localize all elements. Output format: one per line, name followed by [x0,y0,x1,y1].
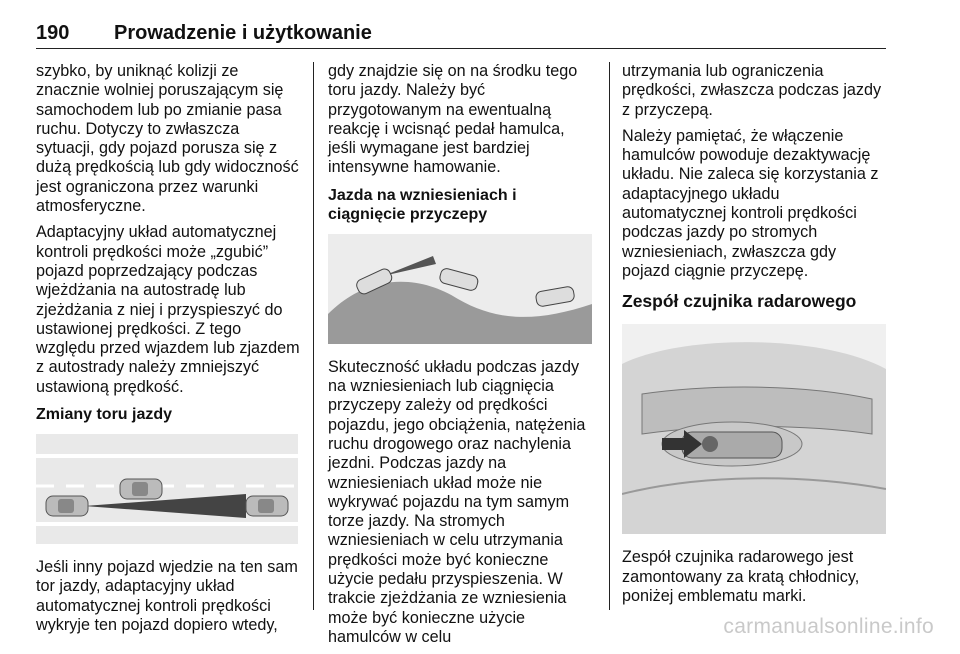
paragraph: Należy pamiętać, że włączenie hamulców powoduje dezaktywację układu. Nie zaleca się korzystania z adaptacyjnego układu automatycznej kontroli prędkości podczas jazdy po stromych wzniesieniach, zwłaszcza gdy pojazd ciągnie przyczepę. [622,126,879,280]
car-icon [46,496,88,516]
page-number: 190 [36,22,70,44]
column-2 [328,62,596,654]
car-icon [120,479,162,499]
section-heading-radar-sensor: Zespół czujnika radarowego [622,291,857,312]
column-1 [36,62,300,642]
paragraph: Zespół czujnika radarowego jest zamontowany za kratą chłodnicy, poniżej emblematu marki. [622,548,860,605]
column-3 [622,62,888,613]
radar-sensor-illustration [622,324,886,534]
hill-driving-illustration [328,234,592,344]
paragraph: Jeśli inny pojazd wjedzie na ten sam tor jazdy, adaptacyjny układ automatycznej kontroli prędkości wykryje ten pojazd dopiero wtedy, [36,558,298,634]
column-divider [609,62,610,610]
paragraph: gdy znajdzie się on na środku tego toru jazdy. Należy być przygotowanym na ewentualną reakcję i wcisnąć pedał hamulca, jeśli wymagane jest bardziej intensywne hamowanie. [328,62,578,177]
section-heading-lane-change: Zmiany toru jazdy [36,406,173,424]
lane-change-illustration [36,434,298,544]
radar-sensor-icon [702,436,718,452]
page-title: Prowadzenie i użytkowanie [114,22,372,44]
paragraph: Adaptacyjny układ automatycznej kontroli prędkości może „zgubić” pojazd poprzedzający podczas wjeżdżania na autostradę lub zjeżdżania z niej i przyspieszyć do ustawionej prędkości. Z tego względu przed wjazdem lub zjazdem z autostrady należy zmniejszyć ustawioną prędkość. [36,223,300,396]
paragraph: utrzymania lub ograniczenia prędkości, zwłaszcza podczas jazdy z przyczepą. [622,62,882,119]
paragraph: szybko, by uniknąć kolizji ze znacznie wolniej poruszającym się samochodem lub po zmianie pasa ruchu. Dotyczy to zwłaszcza sytuacji, gdy pojazd porusza się z dużą prędkością lub gdy widoczność jest ograniczona przez warunki atmosferyczne. [36,62,299,216]
car-icon [246,496,288,516]
page-header [36,18,886,49]
watermark: carmanualsonline.info [723,615,934,638]
paragraph: Skuteczność układu podczas jazdy na wzniesieniach lub ciągnięcia przyczepy zależy od prędkości pojazdu, jego obciążenia, natężenia ruchu drogowego oraz nachylenia jezdni. Podczas jazdy na wzniesieniach układ może nie wykrywać pojazdu na tym samym torze jazdy. Na stromych wzniesieniach w celu utrzymania prędkości może być konieczne użycie pedału przyspieszenia. W trakcie zjeżdżania ze wzniesienia może być konieczne użycie hamulców w celu [328,357,586,646]
section-heading-hills-trailer: Jazda na wzniesieniach i ciągnięcie przyczepy [328,186,517,223]
column-divider [313,62,314,610]
